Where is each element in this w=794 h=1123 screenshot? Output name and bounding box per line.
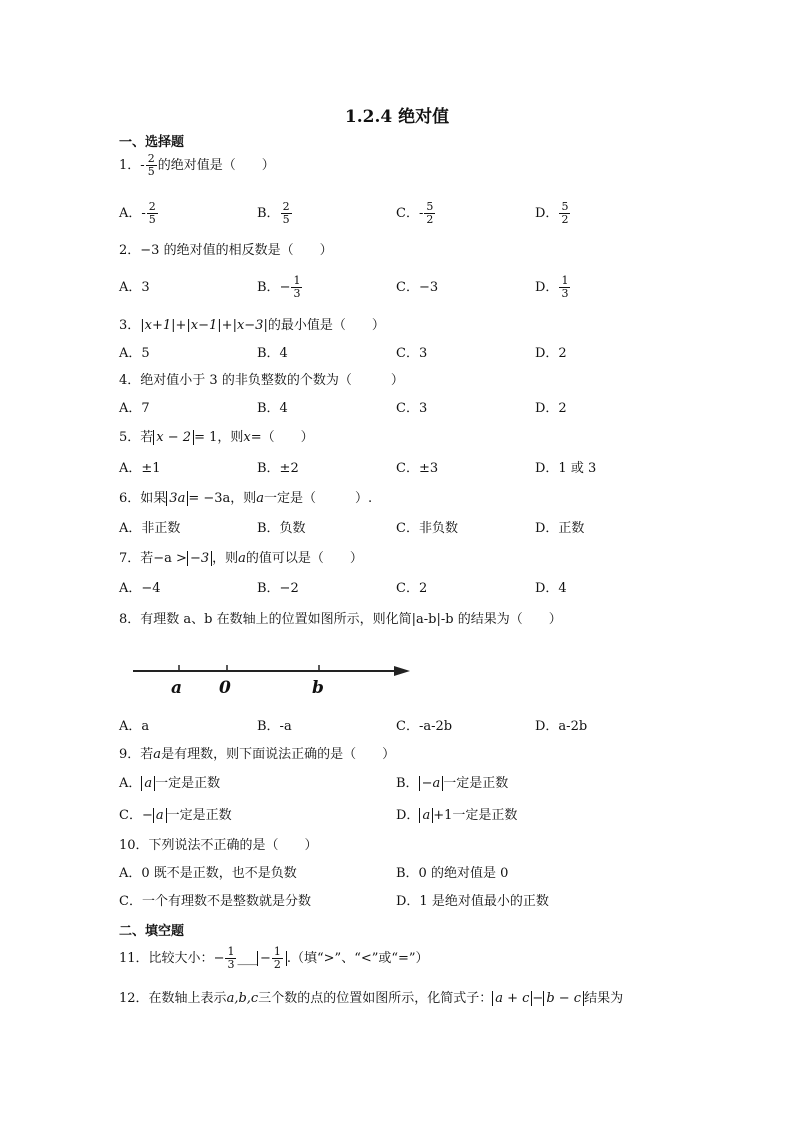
question-3: 3．|x+1|+|x−1|+|x−3|的最小值是（ ） — [119, 318, 385, 333]
question-2: 2．−3 的绝对值的相反数是（ ） — [119, 243, 333, 258]
option-9d[interactable]: D． a +1一定是正数 — [396, 808, 518, 823]
option-5d[interactable]: D．1 或 3 — [535, 461, 597, 476]
option-6b[interactable]: B．负数 — [257, 521, 306, 536]
option-7c[interactable]: C．2 — [396, 581, 428, 596]
axis-label-b: b — [312, 678, 324, 698]
absolute-value: − $\frac{1}{2}$ — [257, 951, 287, 966]
option-2d[interactable]: D． $\frac{1}{3}$ — [535, 274, 569, 300]
option-6d[interactable]: D．正数 — [535, 521, 585, 536]
option-9c[interactable]: C．− a 一定是正数 — [119, 808, 232, 823]
option-9a[interactable]: A． a 一定是正数 — [119, 776, 221, 791]
option-10d[interactable]: D．1 是绝对值最小的正数 — [396, 894, 549, 909]
option-6c[interactable]: C．非负数 — [396, 521, 458, 536]
option-3d[interactable]: D．2 — [535, 346, 567, 361]
option-8c[interactable]: C．-a-2b — [396, 719, 453, 734]
option-2c[interactable]: C．−3 — [396, 280, 439, 295]
option-5a[interactable]: A．±1 — [119, 461, 161, 476]
question-10: 10．下列说法不正确的是（ ） — [119, 838, 318, 853]
option-8d[interactable]: D．a-2b — [535, 719, 588, 734]
option-4d[interactable]: D．2 — [535, 401, 567, 416]
option-3c[interactable]: C．3 — [396, 346, 428, 361]
fraction: $\frac{2}{5}$ — [147, 152, 155, 178]
question-12: 12．在数轴上表示a,b,c三个数的点的位置如图所示，化简式子： a + c − b − c 结果为 — [119, 991, 624, 1006]
question-5: 5．若 x − 2 = 1，则x=（ ） — [119, 430, 314, 445]
question-6: 6．如果 3a = −3a，则a一定是（ ）. — [119, 491, 373, 506]
option-9b[interactable]: B． −a 一定是正数 — [396, 776, 509, 791]
option-6a[interactable]: A．非正数 — [119, 521, 181, 536]
option-1b[interactable]: B． $\frac{2}{5}$ — [257, 200, 290, 226]
option-1a[interactable]: A．- $\frac{2}{5}$ — [119, 200, 156, 226]
option-5b[interactable]: B．±2 — [257, 461, 299, 476]
option-5c[interactable]: C．±3 — [396, 461, 439, 476]
option-7a[interactable]: A．−4 — [119, 581, 161, 596]
option-4c[interactable]: C．3 — [396, 401, 428, 416]
question-11: 11．比较大小：− $\frac{1}{3}$ ___ − $\frac{1}{2}$ .（填“>”、“<”或“=”） — [119, 945, 429, 971]
question-4: 4．绝对值小于 3 的非负整数的个数为（ ） — [119, 373, 404, 388]
option-3b[interactable]: B．4 — [257, 346, 288, 361]
math-expression: |x+1|+|x−1|+|x−3| — [140, 318, 268, 333]
page-title: 1.2.4 绝对值 — [344, 107, 450, 127]
answer-blank[interactable]: ___ — [237, 951, 257, 966]
option-7b[interactable]: B．−2 — [257, 581, 299, 596]
option-10a[interactable]: A．0 既不是正数，也不是负数 — [119, 866, 297, 881]
question-9: 9．若a是有理数，则下面说法正确的是（ ） — [119, 747, 396, 762]
option-1c[interactable]: C．- $\frac{5}{2}$ — [396, 200, 434, 226]
option-3a[interactable]: A．5 — [119, 346, 150, 361]
axis-label-a: a — [171, 678, 183, 698]
axis-arrow-icon — [394, 666, 410, 676]
option-1d[interactable]: D． $\frac{5}{2}$ — [535, 200, 569, 226]
section-heading-choice: 一、选择题 — [119, 135, 185, 150]
option-8b[interactable]: B．-a — [257, 719, 292, 734]
option-2b[interactable]: B．− $\frac{1}{3}$ — [257, 274, 301, 300]
question-1: 1．- $\frac{2}{5}$ 的绝对值是（ ） — [119, 152, 275, 178]
option-8a[interactable]: A．a — [119, 719, 150, 734]
option-10c[interactable]: C．一个有理数不是整数就是分数 — [119, 894, 311, 909]
axis-label-zero: 0 — [219, 678, 231, 698]
option-4b[interactable]: B．4 — [257, 401, 288, 416]
option-4a[interactable]: A．7 — [119, 401, 150, 416]
option-2a[interactable]: A．3 — [119, 280, 150, 295]
option-7d[interactable]: D．4 — [535, 581, 567, 596]
question-8: 8．有理数 a、b 在数轴上的位置如图所示，则化简|a-b|-b 的结果为（ ） — [119, 612, 562, 627]
option-10b[interactable]: B．0 的绝对值是 0 — [396, 866, 509, 881]
question-7: 7．若−a > −3 ，则a的值可以是（ ） — [119, 551, 363, 566]
section-heading-fill: 二、填空题 — [119, 924, 185, 939]
